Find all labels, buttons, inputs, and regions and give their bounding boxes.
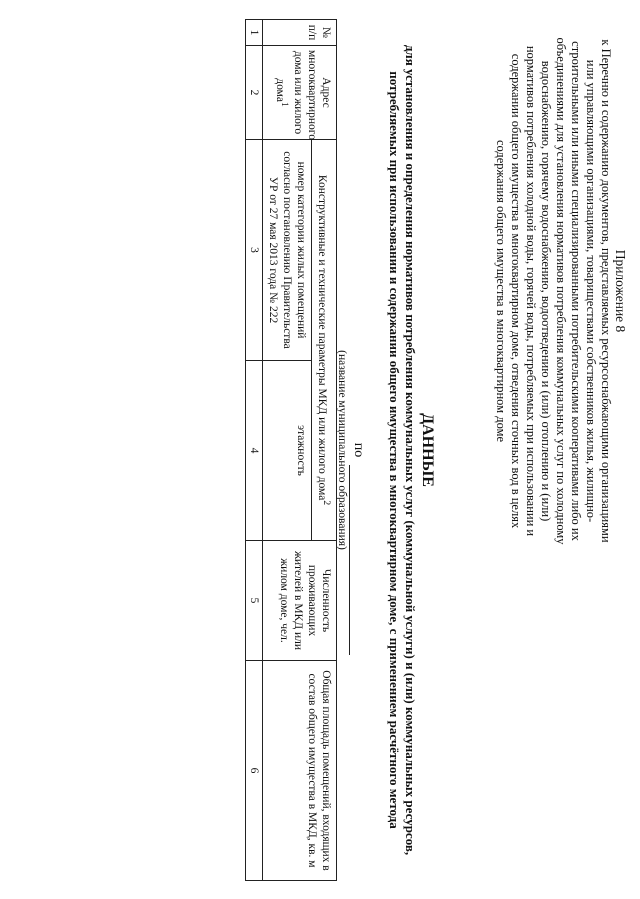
number-cell: 2 xyxy=(246,46,263,140)
document-heading xyxy=(386,20,435,880)
appendix-block xyxy=(493,36,628,546)
municipality-caption: (название муниципального образования) xyxy=(336,350,348,550)
header-col5: Численность проживающих жителей в МКД или жилом доме, чел. xyxy=(263,541,337,661)
data-table xyxy=(245,19,337,881)
appendix-title: Приложение 8 xyxy=(613,249,628,333)
header-col4: этажность xyxy=(263,361,312,541)
number-cell: 6 xyxy=(246,661,263,881)
header-col1: № п/п xyxy=(263,20,337,46)
po-label: по xyxy=(351,442,366,458)
number-cell: 1 xyxy=(246,20,263,46)
header-col3: номер категории жилых помещений согласно постановлению Правительства УР от 27 мая 2013 года № 222 xyxy=(263,140,312,361)
appendix-text: к Перечню и содержанию документов, представляемых ресурсоснабжающими организациями или управляющими организациями, товариществами собственников жилья, жилищно-строительными или иными специализированными потребительскими кооперативами либо их объединениями для установления нормативов потребления коммунальных услуг по холодному водоснабжению, горячему водоснабжению, водоотведению и (или) отоплению и (или) нормативов потребления холодной воды, горячей воды, потребляемых при использовании и содержании общего имущества в многоквартирном доме, отведения сточных вод в целях содержания общего имущества в многоквартирном доме xyxy=(494,37,613,545)
number-cell: 3 xyxy=(246,140,263,361)
header-col34-group: Конструктивные и технические параметры МКД или жилого дома$^2$ xyxy=(312,140,337,541)
table-header-row-1 xyxy=(312,20,337,881)
number-cell: 5 xyxy=(246,541,263,661)
table-numbers-row xyxy=(246,20,263,881)
header-col2: Адрес многоквартирного дома или жилого дома$^1$ xyxy=(263,46,337,140)
municipality-blank-line xyxy=(349,465,350,655)
number-cell: 4 xyxy=(246,361,263,541)
header-col6: Общая площадь помещений, входящих в состав общего имущества в МКД, кв. м xyxy=(263,661,337,881)
document-subtitle: для установления и определения нормативов потребления коммунальных услуг (коммунальной услуги) и (или) коммунальных ресурсов, потребляемых при использовании и содержании общего имущества в многоквартирном доме, с применением расчётного метода xyxy=(387,44,418,856)
document-title: ДАННЫЕ xyxy=(419,413,436,487)
